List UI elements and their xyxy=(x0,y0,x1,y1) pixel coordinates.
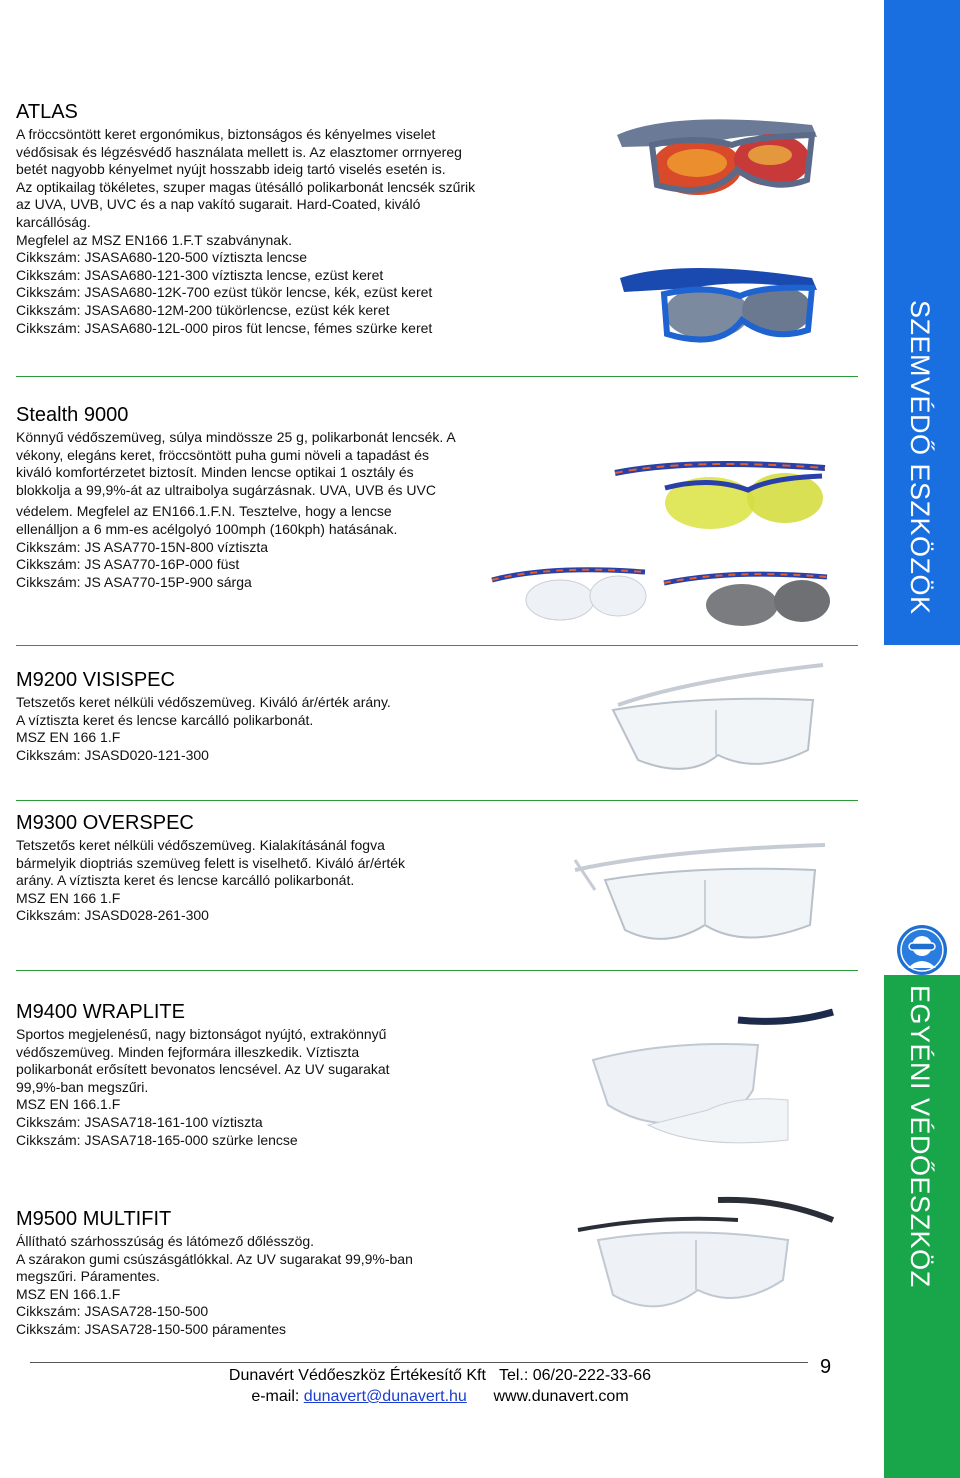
standard-line: MSZ EN 166.1.F xyxy=(16,1096,121,1113)
description-line: arány. A víztiszta keret és lencse karcálló polikarbonát. xyxy=(16,872,355,889)
product-m9400-wraplite xyxy=(16,1000,576,1149)
sidebar-top-label: SZEMVÉDŐ ESZKÖZÖK xyxy=(905,300,935,615)
description-line: vékony, elegáns keret, fröccsöntött puha gumi növeli a tapadást és xyxy=(16,446,429,463)
footer-divider xyxy=(30,1362,808,1363)
stealth-yellow-glasses-photo xyxy=(610,448,830,543)
website-link[interactable]: www.dunavert.com xyxy=(493,1388,629,1405)
phone-number: Tel.: 06/20-222-33-66 xyxy=(498,1367,652,1384)
description-line: blokkolja a 99,9%-át az ultraibolya sugárzásnak. UVA, UVB és UVC xyxy=(16,481,436,498)
article-number: Cikkszám: JSASA680-12K-700 ezüst tükör lencse, kék, ezüst keret xyxy=(16,284,433,301)
description-line: A fröccsöntött keret ergonómikus, biztonságos és kényelmes viselet xyxy=(16,126,436,142)
description-line: A víztiszta keret és lencse karcálló polikarbonát. xyxy=(16,711,314,728)
description-line: karcállóság. xyxy=(16,213,91,230)
product-title: Stealth 9000 xyxy=(16,404,129,426)
description-line: Könnyű védőszemüveg, súlya mindössze 25 g, polikarbonát lencsék. A xyxy=(16,429,456,445)
description-line: védelem. Megfelel az EN166.1.F.N. Tesztelve, hogy a lencse xyxy=(16,503,392,520)
product-title: ATLAS xyxy=(16,101,78,123)
standard-line: Megfelel az MSZ EN166 1.F.T szabványnak. xyxy=(16,231,292,248)
article-number: Cikkszám: JSASD028-261-300 xyxy=(16,907,209,924)
description-line: bármelyik dioptriás szemüveg felett is viselhető. Kiváló ár/érték xyxy=(16,854,406,871)
description-line: Az optikailag tökéletes, szuper magas ütésálló polikarbonát lencsék szűrik xyxy=(16,178,476,195)
footer-company-line xyxy=(0,1367,880,1385)
stealth-smoke-glasses-photo xyxy=(662,565,832,635)
description-line: védőszemüveg. Minden fejformára illeszkedik. Víztiszta xyxy=(16,1043,360,1060)
standard-line: MSZ EN 166 1.F xyxy=(16,889,121,906)
atlas-mirror-glasses-photo xyxy=(612,105,822,215)
description-line: megszűri. Páramentes. xyxy=(16,1268,160,1285)
article-number: Cikkszám: JSASD020-121-300 xyxy=(16,746,209,763)
description-line: Tetszetős keret nélküli védőszemüveg. Kialakításánál fogva xyxy=(16,837,385,853)
footer-contact-line xyxy=(0,1388,880,1406)
article-number: Cikkszám: JSASA718-161-100 víztiszta xyxy=(16,1113,263,1130)
safety-goggles-icon xyxy=(896,924,948,976)
overspec-clear-glasses-photo xyxy=(565,830,835,955)
description-line: A szárakon gumi csúszásgátlókkal. Az UV sugarakat 99,9%-ban xyxy=(16,1250,413,1267)
product-title: M9500 MULTIFIT xyxy=(16,1208,172,1230)
article-number: Cikkszám: JSASA680-121-300 víztiszta lencse, ezüst keret xyxy=(16,266,384,283)
product-title: M9200 VISISPEC xyxy=(16,669,175,691)
product-m9500-multifit xyxy=(16,1207,576,1339)
description-line: az UVA, UVB, UVC és a nap vakító sugarait. Hard-Coated, kiváló xyxy=(16,196,421,213)
description-line: kiváló komfortérzetet biztosít. Minden lencse optikai 1 osztály és xyxy=(16,464,414,481)
stealth-clear-glasses-photo xyxy=(490,560,650,630)
description-line: polikarbonát erősített bevonatos lencsével. Az UV sugarakat xyxy=(16,1061,390,1078)
description-line: Sportos megjelenésű, nagy biztonságot nyújtó, extrakönnyű xyxy=(16,1026,387,1042)
article-number: Cikkszám: JSASA718-165-000 szürke lencse xyxy=(16,1131,298,1148)
email-link[interactable]: dunavert@dunavert.hu xyxy=(303,1388,467,1405)
product-title: M9400 WRAPLITE xyxy=(16,1001,185,1023)
description-line: védősisak és légzésvédő használata mellett is. Az elasztomer orrnyereg xyxy=(16,143,462,160)
section-divider xyxy=(16,376,858,377)
email-label: e-mail: xyxy=(251,1388,300,1405)
section-divider xyxy=(16,800,858,801)
atlas-blue-glasses-photo xyxy=(612,258,822,353)
standard-line: MSZ EN 166 1.F xyxy=(16,729,121,746)
description-line: Állítható szárhosszúság és látómező dőlésszög. xyxy=(16,1233,315,1249)
description-line: 99,9%-ban megszűri. xyxy=(16,1078,149,1095)
description-line: ellenálljon a 6 mm-es acélgolyó 100mph (160kph) hatásának. xyxy=(16,520,398,537)
article-number: Cikkszám: JS ASA770-15N-800 víztiszta xyxy=(16,538,269,555)
description-line: Tetszetős keret nélküli védőszemüveg. Kiváló ár/érték arány. xyxy=(16,694,391,710)
company-name: Dunavért Védőeszköz Értékesítő Kft xyxy=(228,1367,486,1384)
product-m9200-visispec xyxy=(16,668,576,764)
section-divider xyxy=(16,970,858,971)
article-number: Cikkszám: JSASA680-12M-200 tükörlencse, ezüst kék keret xyxy=(16,301,390,318)
multifit-clear-glasses-photo xyxy=(568,1180,838,1340)
standard-line: MSZ EN 166.1.F xyxy=(16,1285,121,1302)
page-number: 9 xyxy=(820,1356,832,1378)
article-number: Cikkszám: JSASA680-12L-000 piros füt lencse, fémes szürke keret xyxy=(16,319,433,336)
product-title: M9300 OVERSPEC xyxy=(16,812,194,834)
product-m9300-overspec xyxy=(16,811,576,925)
article-number: Cikkszám: JSASA728-150-500 xyxy=(16,1303,209,1320)
article-number: Cikkszám: JS ASA770-15P-900 sárga xyxy=(16,573,252,590)
product-atlas xyxy=(16,100,576,337)
visispec-clear-glasses-photo xyxy=(598,655,833,785)
section-divider xyxy=(16,645,858,646)
sidebar-bottom-label: EGYÉNI VÉDŐESZKÖZ xyxy=(905,985,935,1288)
article-number: Cikkszám: JSASA728-150-500 páramentes xyxy=(16,1320,287,1337)
article-number: Cikkszám: JSASA680-120-500 víztiszta lencse xyxy=(16,249,308,266)
description-line: betét nagyobb kényelmet nyújt hosszabb ideig tartó viselés esetén is. xyxy=(16,161,446,178)
article-number: Cikkszám: JS ASA770-16P-000 füst xyxy=(16,556,240,573)
wraplite-clear-glasses-photo xyxy=(588,1000,838,1170)
